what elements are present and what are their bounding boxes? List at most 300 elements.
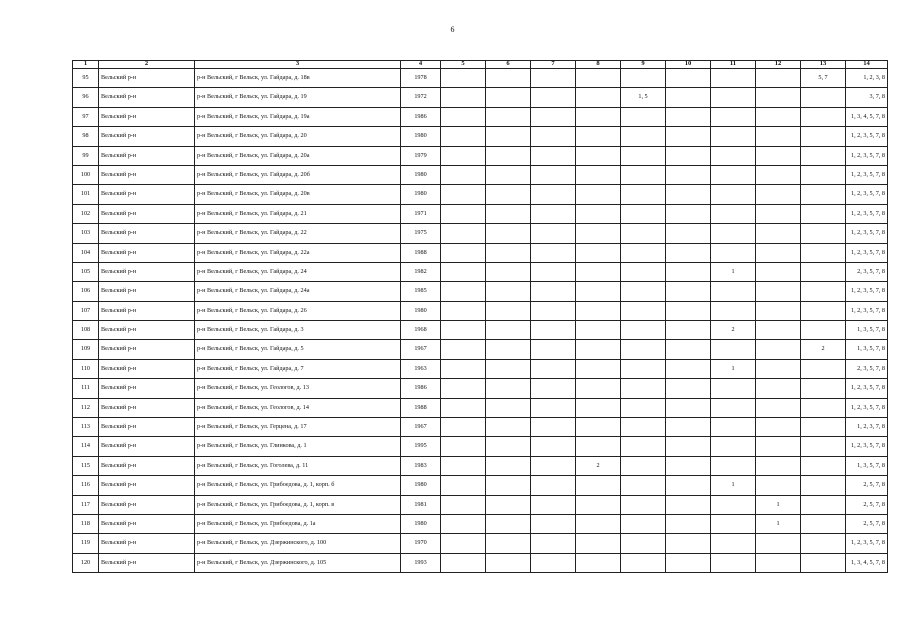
value-cell bbox=[486, 127, 531, 146]
district-cell: Вельский р-н bbox=[99, 456, 195, 475]
value-cell bbox=[486, 165, 531, 184]
work-types-cell: 1, 2, 3, 5, 7, 8 bbox=[846, 224, 888, 243]
value-cell bbox=[801, 359, 846, 378]
row-number-cell: 101 bbox=[73, 185, 99, 204]
value-cell bbox=[576, 185, 621, 204]
value-cell: 1 bbox=[756, 495, 801, 514]
value-cell bbox=[576, 359, 621, 378]
value-cell bbox=[711, 146, 756, 165]
value-cell bbox=[711, 127, 756, 146]
work-types-cell: 1, 3, 5, 7, 8 bbox=[846, 340, 888, 359]
year-cell: 1985 bbox=[401, 282, 441, 301]
address-cell: р-н Вельский, г Вельск, ул. Гайдара, д. 20в bbox=[195, 185, 401, 204]
row-number-cell: 108 bbox=[73, 321, 99, 340]
column-header: 4 bbox=[401, 61, 441, 69]
work-types-cell: 1, 2, 3, 5, 7, 8 bbox=[846, 165, 888, 184]
value-cell bbox=[441, 534, 486, 553]
value-cell bbox=[711, 204, 756, 223]
value-cell bbox=[576, 146, 621, 165]
value-cell bbox=[621, 553, 666, 572]
district-cell: Вельский р-н bbox=[99, 534, 195, 553]
district-cell: Вельский р-н bbox=[99, 359, 195, 378]
value-cell bbox=[621, 534, 666, 553]
table-row bbox=[73, 514, 888, 533]
work-types-cell: 1, 3, 5, 7, 8 bbox=[846, 456, 888, 475]
value-cell bbox=[801, 107, 846, 126]
address-cell: р-н Вельский, г Вельск, ул. Гайдара, д. 24а bbox=[195, 282, 401, 301]
value-cell bbox=[531, 476, 576, 495]
address-cell: р-н Вельский, г Вельск, ул. Глинкова, д. 1 bbox=[195, 437, 401, 456]
table-row bbox=[73, 437, 888, 456]
table-row bbox=[73, 165, 888, 184]
district-cell: Вельский р-н bbox=[99, 243, 195, 262]
value-cell bbox=[621, 321, 666, 340]
value-cell bbox=[621, 107, 666, 126]
value-cell bbox=[711, 379, 756, 398]
page-number: 6 bbox=[450, 25, 455, 34]
value-cell bbox=[756, 262, 801, 281]
work-types-cell: 1, 3, 5, 7, 8 bbox=[846, 321, 888, 340]
column-header: 12 bbox=[756, 61, 801, 69]
address-cell: р-н Вельский, г Вельск, ул. Грибоедова, д. 1, корп. в bbox=[195, 495, 401, 514]
value-cell bbox=[441, 437, 486, 456]
value-cell bbox=[531, 185, 576, 204]
row-number-cell: 95 bbox=[73, 69, 99, 88]
table-row bbox=[73, 69, 888, 88]
value-cell bbox=[711, 88, 756, 107]
value-cell bbox=[531, 282, 576, 301]
value-cell bbox=[576, 321, 621, 340]
value-cell bbox=[486, 69, 531, 88]
value-cell bbox=[621, 282, 666, 301]
value-cell bbox=[576, 127, 621, 146]
value-cell bbox=[486, 359, 531, 378]
value-cell bbox=[486, 185, 531, 204]
value-cell bbox=[756, 69, 801, 88]
row-number-cell: 107 bbox=[73, 301, 99, 320]
table-row bbox=[73, 553, 888, 572]
year-cell: 1980 bbox=[401, 514, 441, 533]
value-cell bbox=[801, 398, 846, 417]
district-cell: Вельский р-н bbox=[99, 185, 195, 204]
value-cell bbox=[576, 282, 621, 301]
address-cell: р-н Вельский, г Вельск, ул. Гайдара, д. 19 bbox=[195, 88, 401, 107]
value-cell bbox=[756, 243, 801, 262]
value-cell bbox=[801, 262, 846, 281]
value-cell bbox=[486, 340, 531, 359]
year-cell: 1982 bbox=[401, 262, 441, 281]
address-cell: р-н Вельский, г Вельск, ул. Грибоедова, д. 1а bbox=[195, 514, 401, 533]
value-cell bbox=[666, 69, 711, 88]
value-cell bbox=[531, 553, 576, 572]
value-cell bbox=[666, 379, 711, 398]
value-cell: 2 bbox=[576, 456, 621, 475]
value-cell bbox=[621, 437, 666, 456]
value-cell bbox=[621, 185, 666, 204]
column-header: 10 bbox=[666, 61, 711, 69]
value-cell bbox=[801, 495, 846, 514]
value-cell: 1 bbox=[756, 514, 801, 533]
value-cell bbox=[801, 476, 846, 495]
value-cell bbox=[441, 379, 486, 398]
table-row bbox=[73, 301, 888, 320]
row-number-cell: 112 bbox=[73, 398, 99, 417]
district-cell: Вельский р-н bbox=[99, 127, 195, 146]
value-cell bbox=[441, 476, 486, 495]
value-cell bbox=[621, 165, 666, 184]
value-cell bbox=[801, 301, 846, 320]
year-cell: 1967 bbox=[401, 418, 441, 437]
value-cell bbox=[621, 204, 666, 223]
value-cell bbox=[576, 301, 621, 320]
district-cell: Вельский р-н bbox=[99, 340, 195, 359]
table-row bbox=[73, 224, 888, 243]
value-cell bbox=[621, 379, 666, 398]
value-cell bbox=[486, 553, 531, 572]
value-cell bbox=[621, 514, 666, 533]
value-cell bbox=[621, 262, 666, 281]
value-cell bbox=[711, 398, 756, 417]
value-cell: 1 bbox=[711, 476, 756, 495]
row-number-cell: 117 bbox=[73, 495, 99, 514]
value-cell bbox=[441, 185, 486, 204]
district-cell: Вельский р-н bbox=[99, 69, 195, 88]
year-cell: 1972 bbox=[401, 88, 441, 107]
value-cell bbox=[621, 340, 666, 359]
row-number-cell: 105 bbox=[73, 262, 99, 281]
value-cell bbox=[441, 262, 486, 281]
value-cell bbox=[756, 301, 801, 320]
value-cell bbox=[756, 553, 801, 572]
value-cell bbox=[666, 359, 711, 378]
year-cell: 1980 bbox=[401, 127, 441, 146]
value-cell bbox=[756, 340, 801, 359]
table-row bbox=[73, 243, 888, 262]
value-cell bbox=[711, 456, 756, 475]
table-body bbox=[73, 69, 888, 573]
value-cell bbox=[666, 107, 711, 126]
value-cell bbox=[666, 127, 711, 146]
address-cell: р-н Вельский, г Вельск, ул. Гайдара, д. 21 bbox=[195, 204, 401, 223]
value-cell bbox=[486, 204, 531, 223]
value-cell: 2 bbox=[711, 321, 756, 340]
work-types-cell: 2, 5, 7, 8 bbox=[846, 476, 888, 495]
value-cell bbox=[666, 321, 711, 340]
value-cell bbox=[486, 437, 531, 456]
district-cell: Вельский р-н bbox=[99, 88, 195, 107]
year-cell: 1988 bbox=[401, 398, 441, 417]
value-cell bbox=[486, 243, 531, 262]
value-cell bbox=[531, 456, 576, 475]
table-row bbox=[73, 262, 888, 281]
value-cell bbox=[441, 495, 486, 514]
year-cell: 1979 bbox=[401, 146, 441, 165]
table-row bbox=[73, 418, 888, 437]
year-cell: 1978 bbox=[401, 69, 441, 88]
value-cell bbox=[801, 418, 846, 437]
value-cell bbox=[531, 398, 576, 417]
work-types-cell: 1, 2, 3, 5, 7, 8 bbox=[846, 185, 888, 204]
value-cell bbox=[441, 553, 486, 572]
year-cell: 1993 bbox=[401, 553, 441, 572]
district-cell: Вельский р-н bbox=[99, 146, 195, 165]
value-cell bbox=[531, 204, 576, 223]
value-cell bbox=[801, 553, 846, 572]
row-number-cell: 113 bbox=[73, 418, 99, 437]
value-cell bbox=[531, 107, 576, 126]
value-cell bbox=[531, 340, 576, 359]
value-cell bbox=[666, 224, 711, 243]
value-cell bbox=[666, 476, 711, 495]
value-cell bbox=[531, 418, 576, 437]
value-cell: 2 bbox=[801, 340, 846, 359]
column-header: 13 bbox=[801, 61, 846, 69]
value-cell: 1, 5 bbox=[621, 88, 666, 107]
row-number-cell: 96 bbox=[73, 88, 99, 107]
table-row bbox=[73, 495, 888, 514]
year-cell: 1986 bbox=[401, 107, 441, 126]
value-cell bbox=[711, 534, 756, 553]
value-cell bbox=[531, 224, 576, 243]
row-number-cell: 119 bbox=[73, 534, 99, 553]
address-cell: р-н Вельский, г Вельск, ул. Дзержинского, д. 100 bbox=[195, 534, 401, 553]
value-cell bbox=[711, 340, 756, 359]
value-cell bbox=[666, 553, 711, 572]
value-cell bbox=[441, 204, 486, 223]
value-cell bbox=[441, 165, 486, 184]
table-row bbox=[73, 340, 888, 359]
value-cell bbox=[621, 243, 666, 262]
column-header: 9 bbox=[621, 61, 666, 69]
value-cell bbox=[621, 495, 666, 514]
value-cell bbox=[531, 262, 576, 281]
value-cell bbox=[486, 514, 531, 533]
value-cell bbox=[531, 359, 576, 378]
value-cell bbox=[666, 301, 711, 320]
row-number-cell: 109 bbox=[73, 340, 99, 359]
value-cell bbox=[801, 88, 846, 107]
year-cell: 1986 bbox=[401, 379, 441, 398]
value-cell bbox=[621, 476, 666, 495]
address-cell: р-н Вельский, г Вельск, ул. Гайдара, д. 22а bbox=[195, 243, 401, 262]
table-row bbox=[73, 534, 888, 553]
value-cell bbox=[801, 224, 846, 243]
table-row bbox=[73, 321, 888, 340]
value-cell bbox=[756, 165, 801, 184]
district-cell: Вельский р-н bbox=[99, 107, 195, 126]
work-types-cell: 1, 2, 3, 5, 7, 8 bbox=[846, 398, 888, 417]
value-cell bbox=[756, 476, 801, 495]
row-number-cell: 114 bbox=[73, 437, 99, 456]
value-cell bbox=[711, 553, 756, 572]
value-cell bbox=[441, 340, 486, 359]
value-cell bbox=[711, 107, 756, 126]
value-cell bbox=[486, 301, 531, 320]
address-cell: р-н Вельский, г Вельск, ул. Гайдара, д. 18в bbox=[195, 69, 401, 88]
address-cell: р-н Вельский, г Вельск, ул. Гайдара, д. 24 bbox=[195, 262, 401, 281]
value-cell bbox=[666, 88, 711, 107]
value-cell bbox=[486, 146, 531, 165]
value-cell bbox=[576, 437, 621, 456]
value-cell bbox=[441, 456, 486, 475]
district-cell: Вельский р-н bbox=[99, 321, 195, 340]
value-cell bbox=[711, 243, 756, 262]
table-row bbox=[73, 107, 888, 126]
year-cell: 1971 bbox=[401, 204, 441, 223]
work-types-cell: 1, 2, 3, 5, 7, 8 bbox=[846, 379, 888, 398]
address-cell: р-н Вельский, г Вельск, ул. Гайдара, д. 3 bbox=[195, 321, 401, 340]
value-cell bbox=[666, 534, 711, 553]
value-cell bbox=[531, 146, 576, 165]
value-cell bbox=[621, 69, 666, 88]
value-cell bbox=[576, 107, 621, 126]
table-row bbox=[73, 359, 888, 378]
value-cell bbox=[576, 243, 621, 262]
district-cell: Вельский р-н bbox=[99, 476, 195, 495]
value-cell bbox=[441, 146, 486, 165]
value-cell bbox=[756, 534, 801, 553]
row-number-cell: 118 bbox=[73, 514, 99, 533]
work-types-cell: 1, 2, 3, 5, 7, 8 bbox=[846, 437, 888, 456]
value-cell bbox=[576, 534, 621, 553]
row-number-cell: 103 bbox=[73, 224, 99, 243]
value-cell bbox=[441, 69, 486, 88]
district-cell: Вельский р-н bbox=[99, 398, 195, 417]
value-cell bbox=[576, 379, 621, 398]
value-cell bbox=[621, 224, 666, 243]
value-cell bbox=[666, 243, 711, 262]
value-cell bbox=[756, 359, 801, 378]
work-types-cell: 1, 2, 3, 5, 7, 8 bbox=[846, 243, 888, 262]
value-cell: 1 bbox=[711, 262, 756, 281]
value-cell bbox=[621, 301, 666, 320]
column-header: 2 bbox=[99, 61, 195, 69]
value-cell bbox=[711, 165, 756, 184]
value-cell bbox=[801, 127, 846, 146]
district-cell: Вельский р-н bbox=[99, 495, 195, 514]
value-cell bbox=[756, 418, 801, 437]
row-number-cell: 97 bbox=[73, 107, 99, 126]
value-cell bbox=[531, 165, 576, 184]
value-cell bbox=[666, 398, 711, 417]
address-cell: р-н Вельский, г Вельск, ул. Геологов, д. 14 bbox=[195, 398, 401, 417]
value-cell bbox=[531, 437, 576, 456]
address-cell: р-н Вельский, г Вельск, ул. Гайдара, д. 20а bbox=[195, 146, 401, 165]
row-number-cell: 99 bbox=[73, 146, 99, 165]
value-cell bbox=[441, 88, 486, 107]
work-types-cell: 1, 2, 3, 5, 7, 8 bbox=[846, 146, 888, 165]
table-row bbox=[73, 398, 888, 417]
district-cell: Вельский р-н bbox=[99, 301, 195, 320]
value-cell bbox=[621, 127, 666, 146]
address-cell: р-н Вельский, г Вельск, ул. Дзержинского, д. 105 bbox=[195, 553, 401, 572]
district-cell: Вельский р-н bbox=[99, 437, 195, 456]
value-cell bbox=[531, 127, 576, 146]
value-cell bbox=[486, 321, 531, 340]
year-cell: 1980 bbox=[401, 185, 441, 204]
value-cell bbox=[531, 534, 576, 553]
value-cell bbox=[711, 224, 756, 243]
value-cell bbox=[666, 340, 711, 359]
row-number-cell: 111 bbox=[73, 379, 99, 398]
year-cell: 1963 bbox=[401, 359, 441, 378]
value-cell bbox=[756, 321, 801, 340]
value-cell bbox=[486, 495, 531, 514]
district-cell: Вельский р-н bbox=[99, 379, 195, 398]
address-cell: р-н Вельский, г Вельск, ул. Гайдара, д. 26 bbox=[195, 301, 401, 320]
value-cell bbox=[441, 224, 486, 243]
work-types-cell: 1, 2, 3, 5, 7, 8 bbox=[846, 127, 888, 146]
year-cell: 1975 bbox=[401, 224, 441, 243]
value-cell bbox=[801, 243, 846, 262]
value-cell bbox=[441, 514, 486, 533]
value-cell bbox=[756, 398, 801, 417]
value-cell bbox=[486, 282, 531, 301]
work-types-cell: 1, 2, 3, 5, 7, 8 bbox=[846, 282, 888, 301]
value-cell bbox=[486, 534, 531, 553]
work-types-cell: 3, 7, 8 bbox=[846, 88, 888, 107]
address-cell: р-н Вельский, г Вельск, ул. Геологов, д. 13 bbox=[195, 379, 401, 398]
value-cell bbox=[441, 418, 486, 437]
year-cell: 1968 bbox=[401, 321, 441, 340]
value-cell bbox=[486, 224, 531, 243]
value-cell bbox=[801, 165, 846, 184]
year-cell: 1981 bbox=[401, 495, 441, 514]
value-cell bbox=[576, 514, 621, 533]
column-header: 11 bbox=[711, 61, 756, 69]
address-cell: р-н Вельский, г Вельск, ул. Гоголева, д. 11 bbox=[195, 456, 401, 475]
value-cell bbox=[576, 262, 621, 281]
value-cell bbox=[621, 359, 666, 378]
district-cell: Вельский р-н bbox=[99, 514, 195, 533]
district-cell: Вельский р-н bbox=[99, 224, 195, 243]
value-cell bbox=[711, 437, 756, 456]
value-cell bbox=[441, 359, 486, 378]
address-cell: р-н Вельский, г Вельск, ул. Гайдара, д. 22 bbox=[195, 224, 401, 243]
address-cell: р-н Вельский, г Вельск, ул. Гайдара, д. 20 bbox=[195, 127, 401, 146]
row-number-cell: 110 bbox=[73, 359, 99, 378]
value-cell bbox=[801, 534, 846, 553]
value-cell bbox=[801, 146, 846, 165]
value-cell bbox=[441, 398, 486, 417]
value-cell bbox=[576, 476, 621, 495]
value-cell bbox=[531, 69, 576, 88]
row-number-cell: 115 bbox=[73, 456, 99, 475]
value-cell bbox=[711, 69, 756, 88]
value-cell bbox=[621, 398, 666, 417]
column-header: 8 bbox=[576, 61, 621, 69]
year-cell: 1970 bbox=[401, 534, 441, 553]
value-cell bbox=[666, 204, 711, 223]
district-cell: Вельский р-н bbox=[99, 204, 195, 223]
value-cell bbox=[576, 553, 621, 572]
work-types-cell: 2, 3, 5, 7, 8 bbox=[846, 262, 888, 281]
address-cell: р-н Вельский, г Вельск, ул. Гайдара, д. 20б bbox=[195, 165, 401, 184]
work-types-cell: 1, 2, 3, 5, 7, 8 bbox=[846, 534, 888, 553]
table-row bbox=[73, 204, 888, 223]
work-types-cell: 1, 3, 4, 5, 7, 8 bbox=[846, 107, 888, 126]
address-cell: р-н Вельский, г Вельск, ул. Гайдара, д. 5 bbox=[195, 340, 401, 359]
value-cell bbox=[666, 514, 711, 533]
address-cell: р-н Вельский, г Вельск, ул. Гайдара, д. 19а bbox=[195, 107, 401, 126]
year-cell: 1980 bbox=[401, 476, 441, 495]
value-cell bbox=[666, 437, 711, 456]
district-cell: Вельский р-н bbox=[99, 262, 195, 281]
table-row bbox=[73, 88, 888, 107]
year-cell: 1995 bbox=[401, 437, 441, 456]
table-row bbox=[73, 127, 888, 146]
row-number-cell: 104 bbox=[73, 243, 99, 262]
